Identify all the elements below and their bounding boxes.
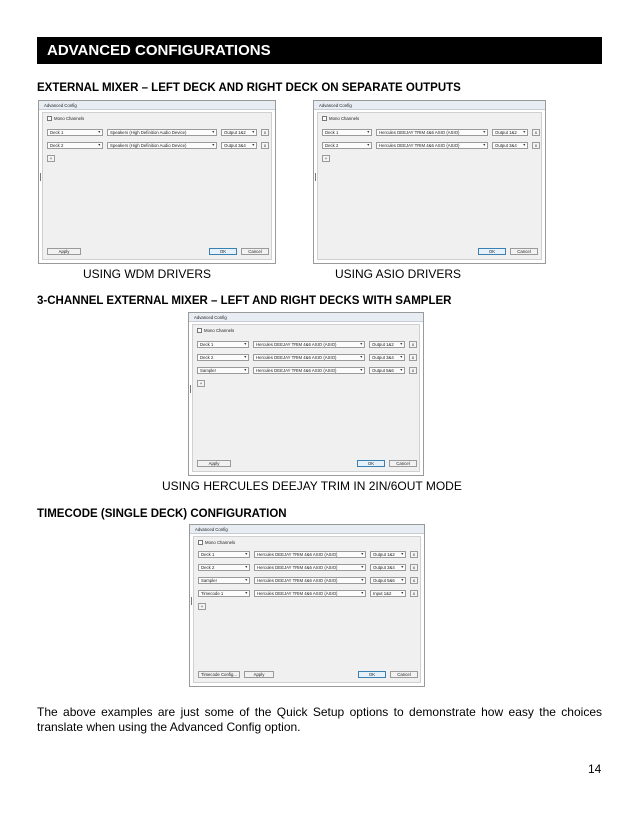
chevron-down-icon: ▼	[400, 565, 404, 569]
chevron-down-icon: ▼	[399, 342, 403, 346]
output-select[interactable]: Output 3&4 ▼	[492, 142, 528, 149]
ok-button[interactable]: OK	[209, 248, 237, 255]
deck-row	[47, 142, 267, 149]
device-select[interactable]: Hercules DEEJAY TRIM 4&6 ASIO (ASIO) ▼	[254, 590, 366, 597]
deck-row	[198, 590, 416, 597]
device-select[interactable]: Hercules DEEJAY TRIM 4&6 ASIO (ASIO) ▼	[253, 354, 365, 361]
deck-select[interactable]: Deck 1 ▼	[47, 129, 103, 136]
mono-channels-option[interactable]	[47, 116, 84, 121]
mono-channels-option[interactable]	[198, 540, 235, 545]
chevron-down-icon: ▼	[400, 578, 404, 582]
ok-button[interactable]: OK	[358, 671, 386, 678]
deck-select[interactable]: Deck 2 ▼	[322, 142, 372, 149]
device-select[interactable]: Speakers (High Definition Audio Device) ▼	[107, 129, 217, 136]
remove-row-button[interactable]: x	[409, 341, 417, 348]
cancel-button[interactable]: Cancel	[390, 671, 418, 678]
device-select[interactable]: Hercules DEEJAY TRIM 4&6 ASIO (ASIO) ▼	[254, 564, 366, 571]
ok-button[interactable]: OK	[478, 248, 506, 255]
heading-3-channel: 3-CHANNEL EXTERNAL MIXER – LEFT AND RIGHT DECKS WITH SAMPLER	[37, 295, 452, 307]
deck-row	[322, 142, 537, 149]
chevron-down-icon: ▼	[243, 368, 247, 372]
deck-select[interactable]: Deck 2 ▼	[198, 564, 250, 571]
deck-select[interactable]: Deck 1 ▼	[197, 341, 249, 348]
cancel-button[interactable]: Cancel	[241, 248, 269, 255]
deck-row	[197, 367, 415, 374]
chevron-down-icon: ▼	[244, 552, 248, 556]
caption-asio: USING ASIO DRIVERS	[335, 267, 462, 281]
advanced-config-dialog-3-channel	[188, 312, 424, 476]
remove-row-button[interactable]: x	[261, 129, 269, 136]
dialog-title: Advanced Config	[189, 313, 423, 322]
dialog-body	[192, 324, 420, 472]
chevron-down-icon: ▼	[399, 368, 403, 372]
chevron-down-icon: ▼	[243, 355, 247, 359]
remove-row-button[interactable]: x	[410, 590, 418, 597]
closing-paragraph: The above examples are just some of the Quick Setup options to demonstrate how easy the choices translate when using the Advanced Config option.	[37, 705, 602, 734]
chevron-down-icon: ▼	[359, 368, 363, 372]
deck-row	[322, 129, 537, 136]
output-select[interactable]: Output 3&4 ▼	[370, 564, 406, 571]
resize-grip[interactable]	[190, 385, 191, 393]
device-select[interactable]: Hercules DEEJAY TRIM 4&6 ASIO (ASIO) ▼	[253, 341, 365, 348]
deck-select[interactable]: Deck 1 ▼	[322, 129, 372, 136]
page-number: 14	[588, 762, 602, 776]
chevron-down-icon: ▼	[366, 143, 370, 147]
chevron-down-icon: ▼	[522, 143, 526, 147]
deck-select[interactable]: Sampler ▼	[198, 577, 250, 584]
advanced-config-dialog-timecode	[189, 524, 425, 687]
chevron-down-icon: ▼	[251, 130, 255, 134]
chevron-down-icon: ▼	[244, 578, 248, 582]
remove-row-button[interactable]: x	[261, 142, 269, 149]
chevron-down-icon: ▼	[211, 130, 215, 134]
chevron-down-icon: ▼	[359, 342, 363, 346]
remove-row-button[interactable]: x	[409, 354, 417, 361]
apply-button[interactable]: Apply	[197, 460, 231, 467]
chevron-down-icon: ▼	[244, 591, 248, 595]
caption-wdm: USING WDM DRIVERS	[83, 267, 212, 281]
mono-channels-option[interactable]	[322, 116, 359, 121]
chevron-down-icon: ▼	[482, 143, 486, 147]
remove-row-button[interactable]: x	[532, 129, 540, 136]
dialog-body	[193, 536, 421, 683]
dialog-body	[42, 112, 272, 260]
chevron-down-icon: ▼	[360, 578, 364, 582]
add-row-button[interactable]: +	[322, 155, 330, 162]
chevron-down-icon: ▼	[366, 130, 370, 134]
output-select[interactable]: Output 1&2 ▼	[492, 129, 528, 136]
deck-select[interactable]: Timecode 1 ▼	[198, 590, 250, 597]
output-select[interactable]: Output 5&6 ▼	[369, 367, 405, 374]
chevron-down-icon: ▼	[359, 355, 363, 359]
mono-channels-checkbox[interactable]	[322, 116, 327, 121]
mono-channels-label: Mono Channels	[54, 116, 85, 121]
advanced-config-dialog-asio	[313, 100, 546, 264]
remove-row-button[interactable]: x	[532, 142, 540, 149]
resize-grip[interactable]	[315, 173, 316, 181]
device-select[interactable]: Hercules DEEJAY TRIM 4&6 ASIO (ASIO) ▼	[376, 129, 488, 136]
deck-row	[47, 129, 267, 136]
remove-row-button[interactable]: x	[410, 564, 418, 571]
deck-row	[197, 354, 415, 361]
remove-row-button[interactable]: x	[410, 551, 418, 558]
chevron-down-icon: ▼	[243, 342, 247, 346]
mono-channels-label: Mono Channels	[329, 116, 360, 121]
output-select[interactable]: Output 1&2 ▼	[370, 551, 406, 558]
remove-row-button[interactable]: x	[410, 577, 418, 584]
output-select[interactable]: Output 1&2 ▼	[221, 129, 257, 136]
chevron-down-icon: ▼	[211, 143, 215, 147]
resize-grip[interactable]	[191, 597, 192, 605]
deck-row	[197, 341, 415, 348]
output-select[interactable]: Output 3&4 ▼	[369, 354, 405, 361]
apply-button[interactable]: Apply	[244, 671, 274, 678]
cancel-button[interactable]: Cancel	[389, 460, 417, 467]
chevron-down-icon: ▼	[97, 130, 101, 134]
remove-row-button[interactable]: x	[409, 367, 417, 374]
dialog-title: Advanced Config	[314, 101, 545, 110]
chevron-down-icon: ▼	[97, 143, 101, 147]
input-select[interactable]: Input 1&2 ▼	[370, 590, 406, 597]
mono-channels-checkbox[interactable]	[47, 116, 52, 121]
output-select[interactable]: Output 1&2 ▼	[369, 341, 405, 348]
mono-channels-option[interactable]	[197, 328, 234, 333]
chevron-down-icon: ▼	[400, 552, 404, 556]
device-select[interactable]: Hercules DEEJAY TRIM 4&6 ASIO (ASIO) ▼	[253, 367, 365, 374]
deck-select[interactable]: Deck 2 ▼	[47, 142, 103, 149]
caption-3-channel: USING HERCULES DEEJAY TRIM IN 2IN/6OUT MODE	[162, 479, 462, 493]
chevron-down-icon: ▼	[400, 591, 404, 595]
chevron-down-icon: ▼	[482, 130, 486, 134]
mono-channels-checkbox[interactable]	[198, 540, 203, 545]
chevron-down-icon: ▼	[522, 130, 526, 134]
chevron-down-icon: ▼	[251, 143, 255, 147]
ok-button[interactable]: OK	[357, 460, 385, 467]
device-select[interactable]: Speakers (High Definition Audio Device) ▼	[107, 142, 217, 149]
heading-external-mixer: EXTERNAL MIXER – LEFT DECK AND RIGHT DECK ON SEPARATE OUTPUTS	[37, 82, 461, 94]
dialog-body	[317, 112, 542, 260]
mono-channels-label: Mono Channels	[204, 328, 235, 333]
deck-row	[198, 564, 416, 571]
output-select[interactable]: Output 3&4 ▼	[221, 142, 257, 149]
deck-select[interactable]: Deck 2 ▼	[197, 354, 249, 361]
chevron-down-icon: ▼	[360, 591, 364, 595]
chevron-down-icon: ▼	[399, 355, 403, 359]
chevron-down-icon: ▼	[244, 565, 248, 569]
deck-select[interactable]: Sampler ▼	[197, 367, 249, 374]
deck-row	[198, 551, 416, 558]
deck-select[interactable]: Deck 1 ▼	[198, 551, 250, 558]
add-row-button[interactable]: +	[47, 155, 55, 162]
mono-channels-checkbox[interactable]	[197, 328, 202, 333]
chevron-down-icon: ▼	[360, 552, 364, 556]
device-select[interactable]: Hercules DEEJAY TRIM 4&6 ASIO (ASIO) ▼	[376, 142, 488, 149]
dialog-title: Advanced Config	[190, 525, 424, 534]
dialog-title: Advanced Config	[39, 101, 275, 110]
device-select[interactable]: Hercules DEEJAY TRIM 4&6 ASIO (ASIO) ▼	[254, 551, 366, 558]
apply-button[interactable]: Apply	[47, 248, 81, 255]
heading-timecode: TIMECODE (SINGLE DECK) CONFIGURATION	[37, 508, 287, 520]
advanced-config-dialog-wdm	[38, 100, 276, 264]
add-row-button[interactable]: +	[198, 603, 206, 610]
mono-channels-label: Mono Channels	[205, 540, 236, 545]
device-select[interactable]: Hercules DEEJAY TRIM 4&6 ASIO (ASIO) ▼	[254, 577, 366, 584]
resize-grip[interactable]	[40, 173, 41, 181]
chevron-down-icon: ▼	[360, 565, 364, 569]
section-banner: ADVANCED CONFIGURATIONS	[37, 37, 602, 64]
timecode-config-button[interactable]: Timecode Config...	[198, 671, 240, 678]
deck-row	[198, 577, 416, 584]
cancel-button[interactable]: Cancel	[510, 248, 538, 255]
add-row-button[interactable]: +	[197, 380, 205, 387]
output-select[interactable]: Output 5&6 ▼	[370, 577, 406, 584]
